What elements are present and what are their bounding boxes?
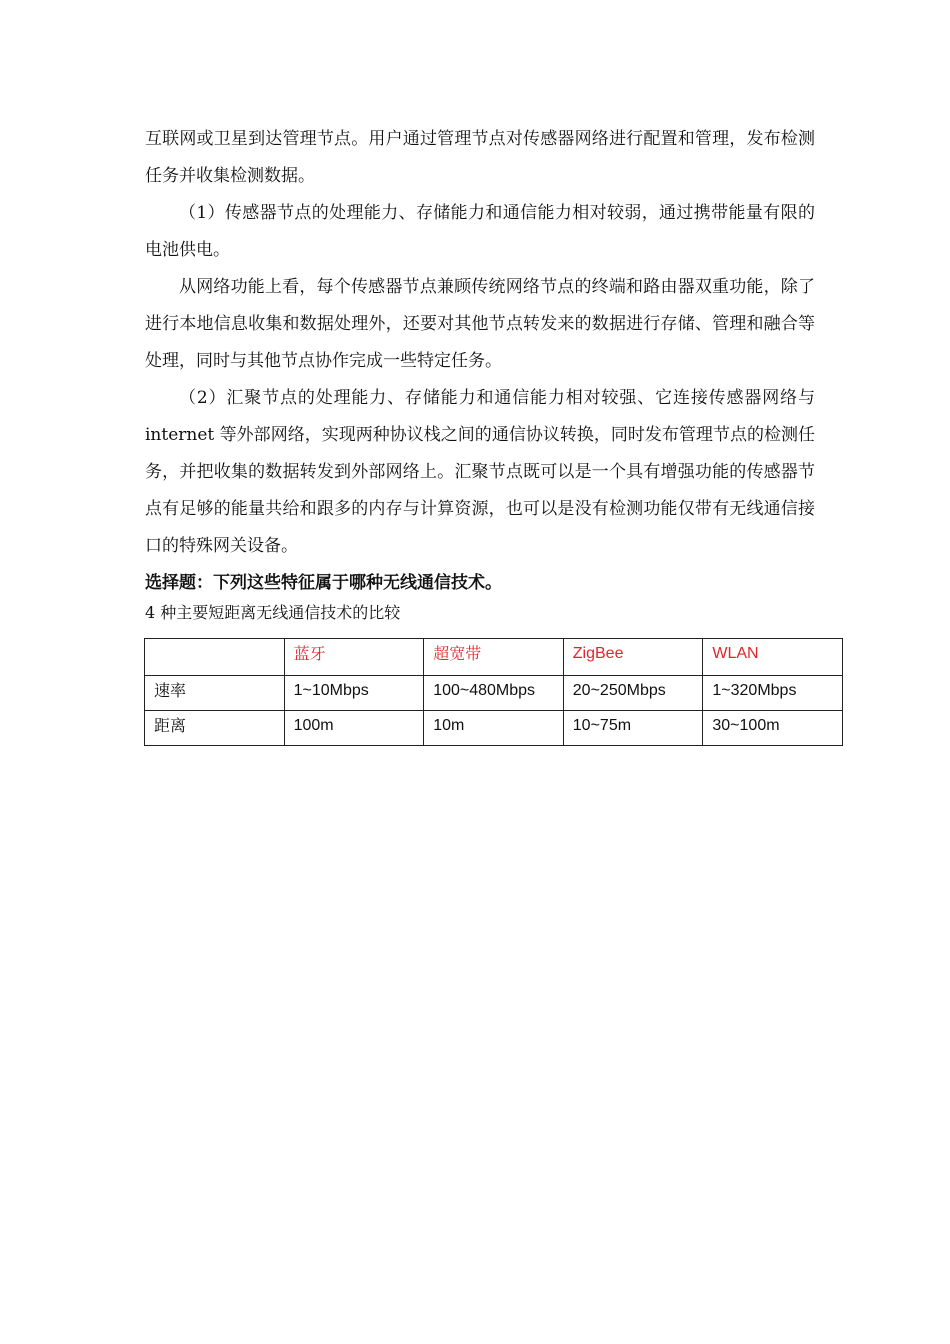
header-cell-uwb: 超宽带 bbox=[424, 639, 564, 676]
row-label-rate: 速率 bbox=[145, 676, 285, 711]
cell-rate-bluetooth: 1~10Mbps bbox=[284, 676, 424, 711]
cell-rate-wlan: 1~320Mbps bbox=[703, 676, 843, 711]
header-cell-bluetooth: 蓝牙 bbox=[284, 639, 424, 676]
header-cell-zigbee: ZigBee bbox=[563, 639, 703, 676]
cell-rate-uwb: 100~480Mbps bbox=[424, 676, 564, 711]
table-row bbox=[145, 711, 843, 746]
cell-distance-uwb: 10m bbox=[424, 711, 564, 746]
cell-distance-wlan: 30~100m bbox=[703, 711, 843, 746]
paragraph-4: （2）汇聚节点的处理能力、存储能力和通信能力相对较强、它连接传感器网络与 internet 等外部网络，实现两种协议栈之间的通信协议转换，同时发布管理节点的检测任务，并把收集的数据转发到外部网络上。汇聚节点既可以是一个具有增强功能的传感器节点有足够的能量共给和跟多的内存与计算资源，也可以是没有检测功能仅带有无线通信接口的特殊网关设备。 bbox=[145, 388, 815, 556]
paragraph-1: 互联网或卫星到达管理节点。用户通过管理节点对传感器网络进行配置和管理，发布检测任务并收集检测数据。 bbox=[145, 129, 815, 186]
row-label-distance: 距离 bbox=[145, 711, 285, 746]
table-header-row bbox=[145, 639, 843, 676]
cell-distance-zigbee: 10~75m bbox=[563, 711, 703, 746]
cell-rate-zigbee: 20~250Mbps bbox=[563, 676, 703, 711]
comparison-table bbox=[144, 638, 843, 746]
table-caption: 4 种主要短距离无线通信技术的比较 bbox=[145, 603, 401, 622]
document-body bbox=[145, 121, 815, 628]
question-heading: 选择题：下列这些特征属于哪种无线通信技术。 bbox=[145, 573, 502, 593]
header-cell-wlan: WLAN bbox=[703, 639, 843, 676]
header-cell-empty bbox=[145, 639, 285, 676]
paragraph-3: 从网络功能上看，每个传感器节点兼顾传统网络节点的终端和路由器双重功能，除了进行本地信息收集和数据处理外，还要对其他节点转发来的数据进行存储、管理和融合等处理，同时与其他节点协作完成一些特定任务。 bbox=[145, 277, 815, 371]
table-row bbox=[145, 676, 843, 711]
cell-distance-bluetooth: 100m bbox=[284, 711, 424, 746]
paragraph-2: （1）传感器节点的处理能力、存储能力和通信能力相对较弱，通过携带能量有限的电池供电。 bbox=[145, 203, 815, 260]
